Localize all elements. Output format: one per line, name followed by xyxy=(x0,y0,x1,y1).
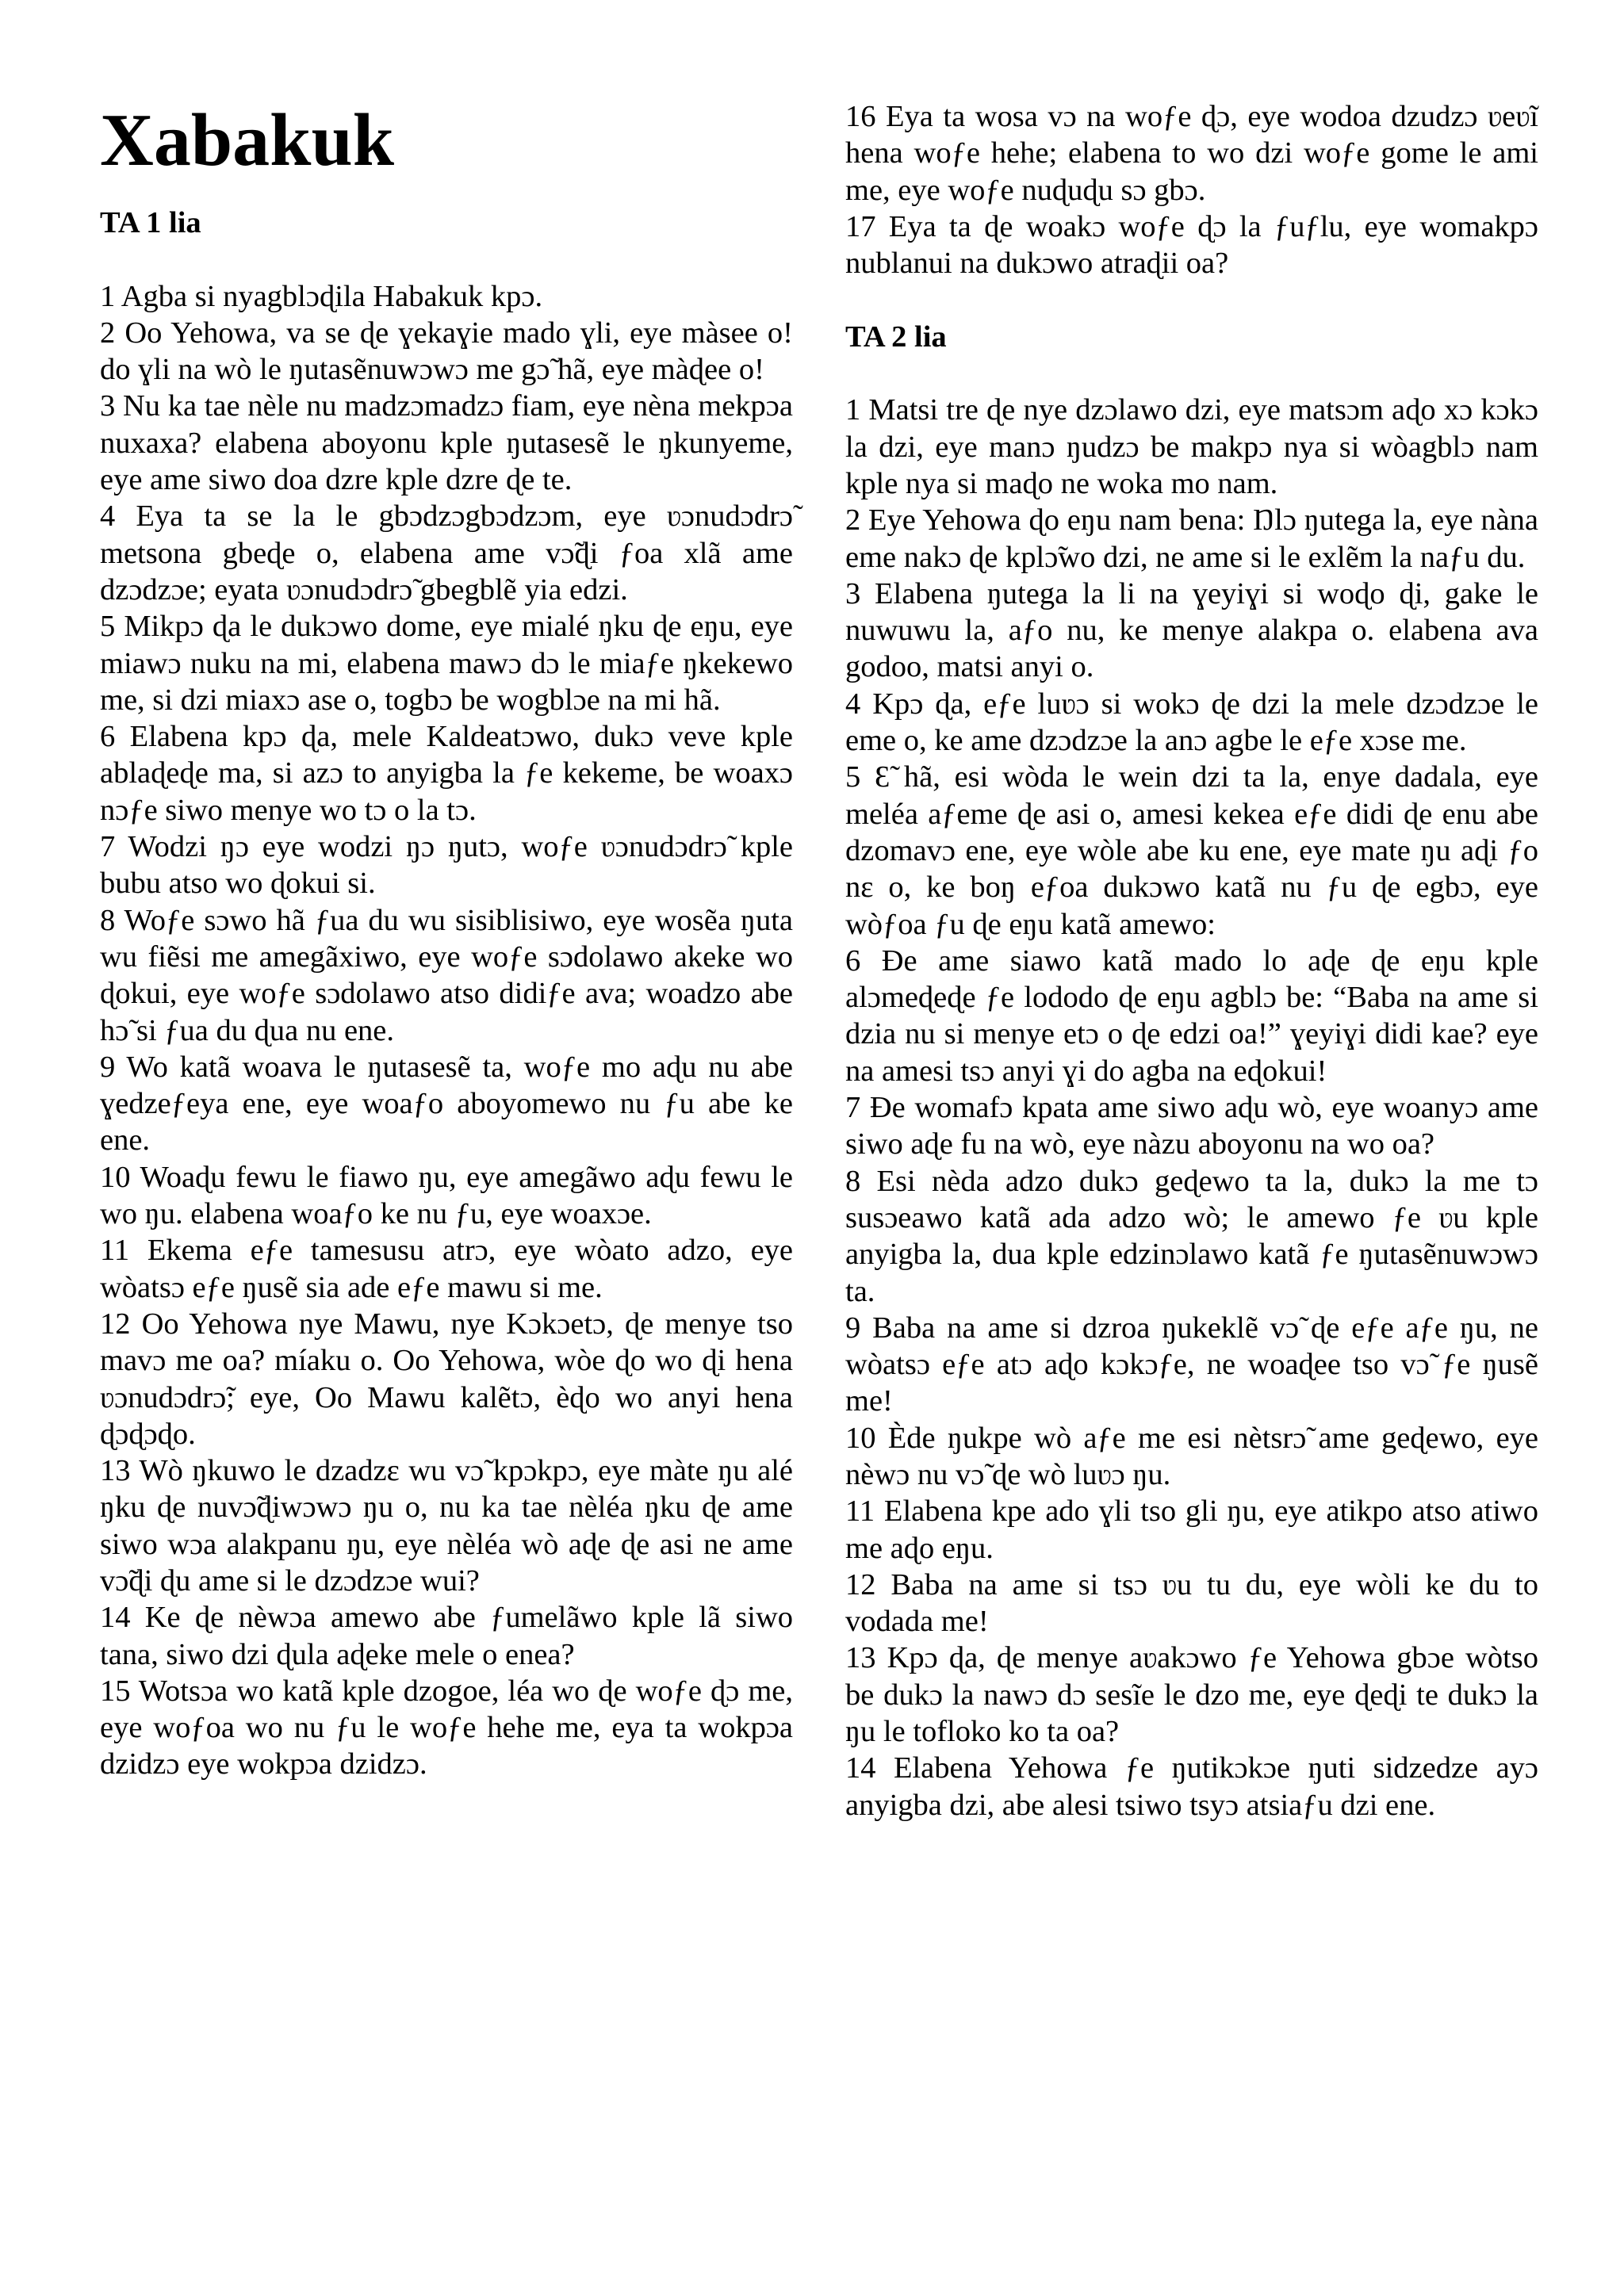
verse-1-3: 3 Nu ka tae nèle nu madzɔmadzɔ fiam, eye nèna mekpɔa nuxaxa? elabena aboyonu kple ŋutasesẽ le ŋkunyeme, eye ame siwo doa dzre kple dzre ɖe te. xyxy=(100,389,793,497)
spacer xyxy=(845,355,1538,392)
verse-2-2: 2 Eye Yehowa ɖo eŋu nam bena: Ŋlɔ ŋutega la, eye nàna eme nakɔ ɖe kplɔ̃wo dzi, ne ame si le exlẽm la naƒu du. xyxy=(845,503,1538,574)
right-column xyxy=(845,0,1538,1823)
spacer xyxy=(100,241,793,277)
book-title: Xabakuk xyxy=(100,99,394,182)
verse-2-13: 13 Kpɔ ɖa, ɖe menye aʋakɔwo ƒe Yehowa gbɔe wòtso be dukɔ la nawɔ dɔ sesĩe le dzo me, eye ɖeɖi te dukɔ la ŋu le tofloko ko ta oa? xyxy=(845,1641,1538,1749)
verse-1-4: 4 Eya ta se la le gbɔdzɔgbɔdzɔm, eye ʋɔnudɔdrɔ̃ metsona gbeɖe o, elabena ame vɔ̃ɖi ƒoa xlã ame dzɔdzɔe; eyata ʋɔnudɔdrɔ̃ gbegblẽ yia edzi. xyxy=(100,499,793,607)
verse-1-12: 12 Oo Yehowa nye Mawu, nye Kɔkɔetɔ, ɖe menye tso mavɔ me oa? míaku o. Oo Yehowa, wòe ɖo wo ɖi hena ʋɔnudɔdrɔ̃; eye, Oo Mawu kalẽtɔ, èɖo wo anyi hena ɖɔɖɔɖo. xyxy=(100,1307,793,1451)
verse-2-12: 12 Baba na ame si tsɔ ʋu tu du, eye wòli ke du to vodada me! xyxy=(845,1567,1538,1639)
verse-1-14: 14 Ke ɖe nèwɔa amewo abe ƒumelãwo kple lã siwo tana, siwo dzi ɖula aɖeke mele o enea? xyxy=(100,1601,793,1671)
verse-1-6: 6 Elabena kpɔ ɖa, mele Kaldeatɔwo, dukɔ veve kple ablaɖeɖe ma, si azɔ to anyigba la ƒe kekeme, be woaxɔ nɔƒe siwo menye wo tɔ o la tɔ. xyxy=(100,720,793,827)
left-column xyxy=(100,0,793,1783)
verse-1-10: 10 Woaɖu fewu le fiawo ŋu, eye amegãwo aɖu fewu le wo ŋu. elabena woaƒo ke nu ƒu, eye woaxɔe. xyxy=(100,1160,793,1231)
verse-2-10: 10 Ède ŋukpe wò aƒe me esi nètsrɔ̃ ame geɖewo, eye nèwɔ nu vɔ̃ ɖe wò luʋɔ ŋu. xyxy=(845,1421,1538,1491)
verse-1-13: 13 Wò ŋkuwo le dzadzɛ wu vɔ̃ kpɔkpɔ, eye màte ŋu alé ŋku ɖe nuvɔ̃ɖiwɔwɔ ŋu o, nu ka tae nèléa ŋku ɖe ame siwo wɔa alakpanu ŋu, eye nèléa wò aɖe ɖe asi ne ame vɔ̃ɖi ɖu ame si le dzɔdzɔe wui? xyxy=(100,1454,793,1598)
verse-1-15: 15 Wotsɔa wo katã kple dzogoe, léa wo ɖe woƒe ɖɔ me, eye woƒoa wo nu ƒu le woƒe hehe me, eya ta wokpɔa dzidzɔ eye wokpɔa dzidzɔ. xyxy=(100,1674,793,1781)
verse-1-11: 11 Ekema eƒe tamesusu atrɔ, eye wòato adzo, eye wòatsɔ eƒe ŋusẽ sia ade eƒe mawu si me. xyxy=(100,1234,793,1304)
chapter-heading-2: TA 2 lia xyxy=(845,320,947,354)
verse-1-8: 8 Woƒe sɔwo hã ƒua du wu sisiblisiwo, eye wosẽa ŋuta wu fiẽsi me amegãxiwo, eye woƒe sɔdolawo akeke wo ɖokui, eye woƒe sɔdolawo atso didiƒe ava; woadzo abe hɔ̃ si ƒua du ɖua nu ene. xyxy=(100,903,793,1047)
verse-2-6: 6 Ɖe ame siawo katã mado lo aɖe ɖe eŋu kple alɔmeɖeɖe ƒe lododo ɖe eŋu agblɔ be: “Baba na ame si dzia nu si menye etɔ o ɖe edzi oa!” ɣeyiɣi didi kae? eye na amesi tsɔ anyi ɣi do agba na eɖokui! xyxy=(845,943,1538,1088)
verse-2-9: 9 Baba na ame si dzroa ŋukeklẽ vɔ̃ ɖe eƒe aƒe ŋu, ne wòatsɔ eƒe atɔ aɖo kɔkɔƒe, ne woaɖee tso vɔ̃ ƒe ŋusẽ me! xyxy=(845,1311,1538,1418)
verse-2-4: 4 Kpɔ ɖa, eƒe luʋɔ si wokɔ ɖe dzi la mele dzɔdzɔe le eme o, ke ame dzɔdzɔe la anɔ agbe le eƒe xɔse me. xyxy=(845,687,1538,758)
verse-2-8: 8 Esi nèda adzo dukɔ geɖewo ta la, dukɔ la me tɔ susɔeawo katã ada adzo wò; le amewo ƒe ʋu kple anyigba la, dua kple edzinɔlawo katã ƒe ŋutasẽnuwɔwɔ ta. xyxy=(845,1164,1538,1308)
verse-2-1: 1 Matsi tre ɖe nye dzɔlawo dzi, eye matsɔm aɖo xɔ kɔkɔ la dzi, eye manɔ ŋudzɔ be makpɔ nya si wòagblɔ nam kple nya si maɖo ne woka mo nam. xyxy=(845,393,1538,500)
chapter-heading-1: TA 1 lia xyxy=(100,206,201,239)
verse-2-5: 5 Ɛ̃ hã, esi wòda le wein dzi ta la, enye dadala, eye meléa aƒeme ɖe asi o, amesi kekea eƒe didi ɖe enu abe dzomavɔ ene, eye wòle abe ku ene, eye mate ŋu aɖi ƒo nɛ o, ke boŋ eƒoa dukɔwo katã nu ƒu ɖe egbɔ, eye wòƒoa ƒu ɖe eŋu katã amewo: xyxy=(845,760,1538,941)
verse-1-9: 9 Wo katã woava le ŋutasesẽ ta, woƒe mo aɖu nu abe ɣedzeƒeya ene, eye woaƒo aboyomewo nu ƒu abe ke ene. xyxy=(100,1050,793,1158)
verse-1-17: 17 Eya ta ɖe woakɔ woƒe ɖɔ la ƒuƒlu, eye womakpɔ nublanui na dukɔwo atraɖii oa? xyxy=(845,209,1538,281)
verse-1-1: 1 Agba si nyagblɔɖila Habakuk kpɔ. xyxy=(100,279,543,313)
verse-1-2: 2 Oo Yehowa, va se ɖe ɣekaɣie mado ɣli, eye màsee o! do ɣli na wò le ŋutasẽnuwɔwɔ me gɔ̃ hã, eye màɖee o! xyxy=(100,316,793,387)
spacer xyxy=(845,281,1538,318)
verse-2-7: 7 Ɖe womafɔ kpata ame siwo aɖu wò, eye woanyɔ ame siwo aɖe fu na wò, eye nàzu aboyonu na wo oa? xyxy=(845,1091,1538,1161)
verse-2-11: 11 Elabena kpe ado ɣli tso gli ŋu, eye atikpo atso atiwo me aɖo eŋu. xyxy=(845,1494,1538,1565)
verse-1-5: 5 Mikpɔ ɖa le dukɔwo dome, eye mialé ŋku ɖe eŋu, eye miawɔ nuku na mi, elabena mawɔ dɔ le miaƒe ŋkekewo me, si dzi miaxɔ ase o, togbɔ be wogblɔe na mi hã. xyxy=(100,610,793,717)
verse-2-14: 14 Elabena Yehowa ƒe ŋutikɔkɔe ŋuti sidzedze ayɔ anyigba dzi, abe alesi tsiwo tsyɔ atsiaƒu dzi ene. xyxy=(845,1751,1538,1822)
verse-1-7: 7 Wodzi ŋɔ eye wodzi ŋɔ ŋutɔ, woƒe ʋɔnudɔdrɔ̃ kple bubu atso wo ɖokui si. xyxy=(100,830,793,901)
verse-1-16: 16 Eya ta wosa vɔ na woƒe ɖɔ, eye wodoa dzudzɔ ʋeʋĩ hena woƒe hehe; elabena to wo dzi woƒe gome le ami me, eye woƒe nuɖuɖu sɔ gbɔ. xyxy=(845,100,1538,207)
verse-2-3: 3 Elabena ŋutega la li na ɣeyiɣi si woɖo ɖi, gake le nuwuwu la, aƒo nu, ke menye alakpa o. elabena ava godoo, matsi anyi o. xyxy=(845,576,1538,684)
